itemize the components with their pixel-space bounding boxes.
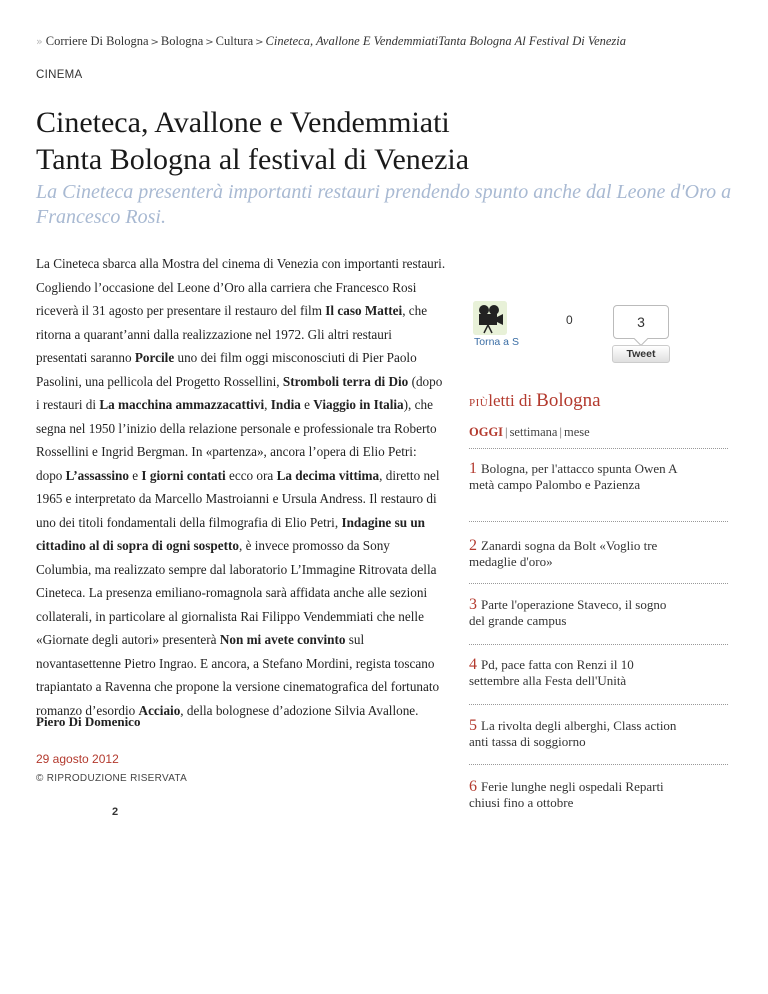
- copyright-notice: © RIPRODUZIONE RISERVATA: [36, 773, 188, 784]
- tweet-count-bubble: 3: [613, 305, 669, 339]
- publish-date: 29 agosto 2012: [36, 752, 119, 766]
- most-read-tabs: [469, 425, 590, 440]
- film-title: I giorni contati: [141, 467, 226, 483]
- list-item-text[interactable]: Ferie lunghe negli ospedali Reparti chiusi fino a ottobre: [469, 779, 664, 810]
- tab-separator: |: [505, 425, 508, 439]
- tweet-button[interactable]: Tweet: [612, 345, 670, 363]
- most-read-prefix: PIÙ: [469, 397, 489, 409]
- breadcrumb-link-section[interactable]: Cultura: [215, 34, 254, 48]
- article-text: e: [300, 397, 314, 412]
- film-title: Porcile: [134, 350, 175, 365]
- list-item-text[interactable]: Parte l'operazione Staveco, il sogno del grande campus: [469, 597, 667, 628]
- breadcrumb-separator: >: [255, 37, 264, 48]
- film-camera-icon[interactable]: [473, 301, 507, 335]
- list-item[interactable]: [469, 538, 684, 570]
- article-text: e: [128, 467, 142, 483]
- breadcrumb-separator: >: [150, 37, 159, 48]
- list-item-text[interactable]: Bologna, per l'attacco spunta Owen A metà campo Palombo e Pazienza: [469, 461, 677, 492]
- article-subtitle: La Cineteca presenterà importanti restauri prendendo spunto anche dal Leone d'Oro a Francesco Rosi.: [36, 181, 732, 228]
- list-item-number: 5: [469, 717, 477, 734]
- article-text: La Cineteca sbarca alla Mostra del cinema di Venezia con importanti restauri. Cogliendo l’occasione del Leone d’Oro alla carriera che Francesco Rosi riceverà il 31 agosto per presentare il restauro del film: [36, 256, 446, 318]
- film-title: India: [270, 397, 301, 412]
- title-line-1: Cineteca, Avallone e Vendemmiati: [36, 106, 450, 139]
- list-item[interactable]: [469, 779, 684, 811]
- title-line-2: Tanta Bologna al festival di Venezia: [36, 143, 470, 176]
- list-item-text[interactable]: Pd, pace fatta con Renzi il 10 settembre alla Festa dell'Unità: [469, 657, 634, 688]
- film-title: Il caso Mattei: [325, 303, 403, 318]
- film-title: La macchina ammazzacattivi: [99, 397, 265, 412]
- article-text: , della bolognese d’adozione Silvia Avallone.: [180, 702, 419, 718]
- like-count: 0: [566, 313, 573, 327]
- breadcrumb-current: Cineteca, Avallone E VendemmiatiTanta Bologna Al Festival Di Venezia: [265, 34, 627, 48]
- film-title: Viaggio in Italia: [313, 397, 404, 412]
- tab-mese[interactable]: mese: [563, 425, 590, 439]
- divider: [469, 704, 728, 705]
- article-text: uno dei film oggi misconosciuti di Pier Paolo Pasolini, una pellicola del Progetto Rossellini,: [36, 350, 417, 389]
- divider: [469, 764, 728, 765]
- article-body: [36, 252, 446, 722]
- most-read-city: Bologna: [536, 390, 601, 411]
- film-title: Stromboli terra di Dio: [282, 373, 409, 389]
- list-item[interactable]: [469, 597, 684, 629]
- list-item-number: 3: [469, 596, 477, 613]
- list-item-number: 6: [469, 778, 477, 795]
- most-read-heading: [469, 390, 601, 412]
- divider: [469, 644, 728, 645]
- article-text: (dopo i restauri di: [36, 373, 443, 412]
- divider: [469, 583, 728, 584]
- film-title: Acciaio: [138, 702, 181, 718]
- divider: [469, 521, 728, 522]
- page-number[interactable]: 2: [112, 806, 119, 818]
- list-item-number: 2: [469, 537, 477, 554]
- article-text: ), che segna nel 1950 l’inizio della relazione personale e professionale tra Roberto Rossellini e Ingrid Bergman. In «partenza», ancora l’opera di Elio Petri: dopo: [36, 397, 437, 483]
- list-item-number: 4: [469, 656, 477, 673]
- film-title: La decima vittima: [276, 467, 380, 483]
- section-label: CINEMA: [36, 69, 83, 81]
- list-item[interactable]: [469, 461, 684, 493]
- article-title: [36, 104, 736, 178]
- film-title: Indagine su un cittadino al di sopra di ogni sospetto: [36, 514, 426, 553]
- author-name: Piero Di Domenico: [36, 714, 141, 729]
- list-item[interactable]: [469, 718, 684, 750]
- divider: [469, 448, 728, 449]
- tab-oggi[interactable]: OGGI: [469, 425, 504, 439]
- film-title: Non mi avete convinto: [219, 632, 346, 647]
- list-item-text[interactable]: Zanardi sogna da Bolt «Voglio tre medaglie d'oro»: [469, 538, 658, 569]
- most-read-title: letti di: [488, 391, 533, 410]
- tab-settimana[interactable]: settimana: [509, 425, 558, 439]
- double-chevron-icon: »: [36, 35, 43, 48]
- breadcrumb-link-city[interactable]: Bologna: [160, 34, 204, 48]
- breadcrumb: [36, 34, 626, 49]
- list-item[interactable]: [469, 657, 684, 689]
- article-text: , è invece promosso da Sony Columbia, ma realizzato sempre dal laboratorio L’Immagine Ritrovata della Cineteca. La presenza emiliano-romagnola sarà affidata anche alle sezioni collaterali, in particolare al giornalista Rai Filippo Vendemmiati che nelle «Giornate degli autori» presenterà: [36, 538, 437, 647]
- breadcrumb-separator: >: [205, 37, 214, 48]
- list-item-text[interactable]: La rivolta degli alberghi, Class action anti tassa di soggiorno: [469, 718, 677, 749]
- article-text: , diretto nel 1965 e interpretato da Marcello Mastroianni e Ursula Andress. Il restauro di uno dei titoli fondamentali della filmografia di Elio Petri,: [36, 467, 440, 530]
- social-profile-link[interactable]: Torna a S: [474, 336, 519, 348]
- article-text: , che ritorna a quarant’anni dalla realizzazione nel 1972. Gli altri restauri presentati saranno: [36, 303, 428, 365]
- article-text: ecco ora: [225, 467, 277, 483]
- list-item-number: 1: [469, 460, 477, 477]
- article-text: sul novantasettenne Pietro Ingrao. E ancora, a Stefano Mordini, regista toscano trapiantato a Ravenna che propone la versione cinematografica del fortunato romanzo d’esordio: [36, 632, 440, 718]
- breadcrumb-link-home[interactable]: Corriere Di Bologna: [45, 34, 149, 48]
- film-title: L’assassino: [65, 467, 129, 483]
- article-text: ,: [264, 397, 271, 412]
- tab-separator: |: [559, 425, 562, 439]
